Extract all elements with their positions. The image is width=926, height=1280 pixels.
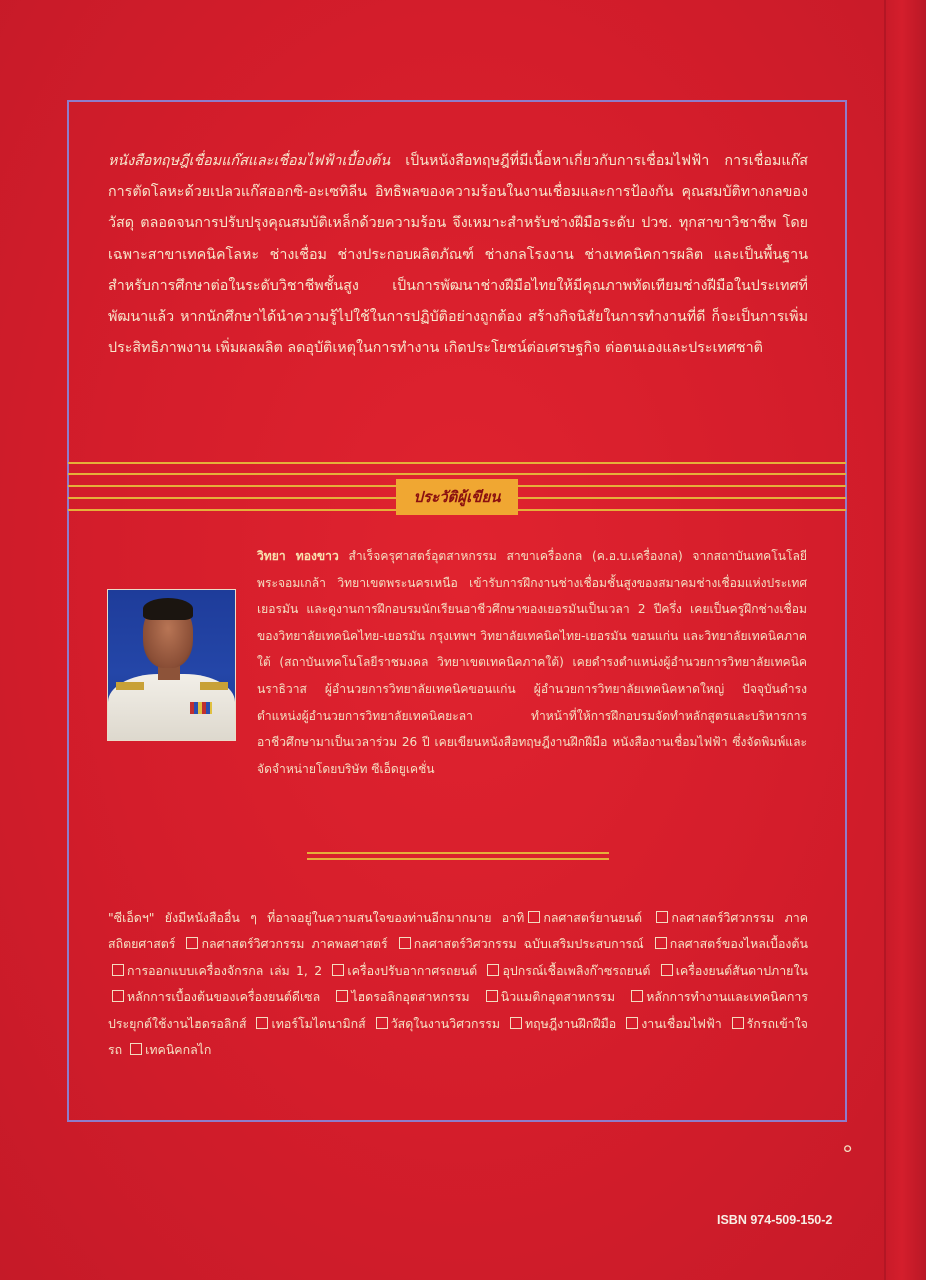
page-number: ๐ <box>843 1138 853 1156</box>
checkbox-icon <box>626 1017 638 1029</box>
checkbox-icon <box>486 990 498 1002</box>
book-title-item: กลศาสตร์วิศวกรรม ภาคสถิตยศาสตร์ <box>108 910 809 952</box>
cover-edge <box>884 0 926 1280</box>
book-title-item: กลศาสตร์วิศวกรรม ภาคพลศาสตร์ <box>201 936 388 952</box>
divider-line <box>68 497 396 499</box>
divider-line <box>307 852 609 854</box>
book-title-item: การออกแบบเครื่องจักรกล เล่ม 1, 2 <box>127 962 323 978</box>
divider-line <box>518 485 846 487</box>
book-title-item: หลักการทำงานและเทคนิคการประยุกต์ใช้งานไฮดรอลิกส์ <box>108 989 808 1031</box>
book-title-item: อุปกรณ์เชื้อเพลิงก๊าซรถยนต์ <box>502 962 651 978</box>
divider-line <box>68 485 396 487</box>
book-title-item: เครื่องยนต์สันดาปภายใน <box>675 962 808 978</box>
checkbox-icon <box>656 911 668 923</box>
checkbox-icon <box>661 964 673 976</box>
checkbox-icon <box>112 990 124 1002</box>
checkbox-icon <box>256 1017 268 1029</box>
checkbox-icon <box>399 937 411 949</box>
book-title-item: นิวแมติกอุตสาหกรรม <box>500 989 616 1005</box>
divider-line <box>307 858 609 860</box>
author-name: วิทยา ทองขาว <box>257 549 339 563</box>
divider-line <box>518 497 846 499</box>
author-bio-text: สำเร็จครุศาสตร์อุตสาหกรรม สาขาเครื่องกล (ค.อ.บ.เครื่องกล) จากสถาบันเทคโนโลยีพระจอมเกล้า วิทยาเขตพระนครเหนือ เข้ารับการฝึกงานช่างเชื่อมชั้นสูงของสมาคมช่างเชื่อมแห่งประเทศเยอรมัน และดูงานการฝึกอบรมนักเรียนอาชีวศึกษาของเยอรมันเป็นเวลา 2 ปีครึ่ง เคยเป็นครูฝึกช่างเชื่อมของวิทยาลัยเทคนิคไทย-เยอรมัน กรุงเทพฯ วิทยาลัยเทคนิคไทย-เยอรมัน ขอนแก่น และวิทยาลัยเทคนิคภาคใต้ (สถาบันเทคโนโลยีราชมงคล วิทยาเขตเทคนิคภาคใต้) เคยดำรงตำแหน่งผู้อำนวยการวิทยาลัยเทคนิคนราธิวาส ผู้อำนวยการวิทยาลัยเทคนิคขอนแก่น ผู้อำนวยการวิทยาลัยเทคนิคหาดใหญ่ ปัจจุบันดำรงตำแหน่งผู้อำนวยการวิทยาลัยเทคนิคยะลา ทำหน้าที่ให้การฝึกอบรมจัดทำหลักสูตรและบริหารการอาชีวศึกษามาเป็นเวลาร่วม 26 ปี เคยเขียนหนังสือทฤษฎีงานฝึกฝีมือ หนังสืองานเชื่อมไฟฟ้า ซึ่งจัดพิมพ์และจัดจำหน่ายโดยบริษัท ซีเอ็ดยูเคชั่น <box>257 549 807 776</box>
checkbox-icon <box>336 990 348 1002</box>
checkbox-icon <box>112 964 124 976</box>
checkbox-icon <box>655 937 667 949</box>
book-title-item: กลศาสตร์ยานยนต์ <box>543 910 642 925</box>
divider-line <box>68 462 846 464</box>
checkbox-icon <box>510 1017 522 1029</box>
book-title-item: งานเชื่อมไฟฟ้า <box>641 1015 722 1031</box>
book-title-item: เทอร์โมไดนามิกส์ <box>271 1015 366 1031</box>
book-title: หนังสือทฤษฎีเชื่อมแก๊สและเชื่อมไฟฟ้าเบื้องต้น <box>108 153 391 169</box>
book-title-item: เครื่องปรับอากาศรถยนต์ <box>347 962 478 978</box>
related-books <box>108 905 808 1063</box>
book-description <box>108 146 808 364</box>
book-title-item: เทคนิคกลไก <box>145 1042 212 1058</box>
checkbox-icon <box>376 1017 388 1029</box>
related-books-intro: "ซีเอ็ดฯ" ยังมีหนังสืออื่น ๆ ที่อาจอยู่ในความสนใจของท่านอีกมากมาย อาทิ <box>108 910 525 925</box>
checkbox-icon <box>186 937 198 949</box>
divider-line <box>518 509 846 511</box>
book-title-item: ทฤษฎีงานฝึกฝีมือ <box>524 1015 617 1031</box>
book-title-item: รักรถเข้าใจรถ <box>108 1015 808 1058</box>
checkbox-icon <box>130 1043 142 1055</box>
book-title-item: ไฮดรอลิกอุตสาหกรรม <box>351 989 470 1005</box>
divider-line <box>68 473 846 475</box>
checkbox-icon <box>528 911 540 923</box>
book-title-item: กลศาสตร์ของไหลเบื้องต้น <box>669 936 808 952</box>
checkbox-icon <box>631 990 643 1002</box>
isbn: ISBN 974-509-150-2 <box>717 1213 833 1227</box>
divider-line <box>68 509 396 511</box>
checkbox-icon <box>732 1017 744 1029</box>
checkbox-icon <box>487 964 499 976</box>
author-photo <box>107 589 236 741</box>
book-title-item: กลศาสตร์วิศวกรรม ฉบับเสริมประสบการณ์ <box>413 936 644 952</box>
description-text: เป็นหนังสือทฤษฎีที่มีเนื้อหาเกี่ยวกับการเชื่อมไฟฟ้า การเชื่อมแก๊ส การตัดโลหะด้วยเปลวแก๊สออกซิ-อะเซทิลีน อิทธิพลของความร้อนในงานเชื่อมและการป้องกัน คุณสมบัติทางกลของวัสดุ ตลอดจนการปรับปรุงคุณสมบัติเหล็กด้วยความร้อน จึงเหมาะสำหรับช่างฝีมือระดับ ปวช. ทุกสาขาวิชาชีพ โดยเฉพาะสาขาเทคนิคโลหะ ช่างเชื่อม ช่างประกอบผลิตภัณฑ์ ช่างกลโรงงาน ช่างเทคนิคการผลิต และเป็นพื้นฐานสำหรับการศึกษาต่อในระดับวิชาชีพชั้นสูง เป็นการพัฒนาช่างฝีมือไทยให้มีคุณภาพทัดเทียมช่างฝีมือในประเทศที่พัฒนาแล้ว หากนักศึกษาได้นำความรู้ไปใช้ในการปฏิบัติอย่างถูกต้อง สร้างกิจนิสัยในการทำงานที่ดี ก็จะเป็นการเพิ่มประสิทธิภาพงาน เพิ่มผลผลิต ลดอุบัติเหตุในการทำงาน เกิดประโยชน์ต่อเศรษฐกิจ ต่อตนเองและประเทศชาติ <box>108 153 808 357</box>
author-bio <box>257 543 807 782</box>
book-list <box>108 910 808 1057</box>
book-title-item: วัสดุในงานวิศวกรรม <box>390 1015 501 1031</box>
book-title-item: หลักการเบื้องต้นของเครื่องยนต์ดีเซล <box>127 989 321 1005</box>
checkbox-icon <box>332 964 344 976</box>
author-bio-heading: ประวัติผู้เขียน <box>396 479 518 515</box>
